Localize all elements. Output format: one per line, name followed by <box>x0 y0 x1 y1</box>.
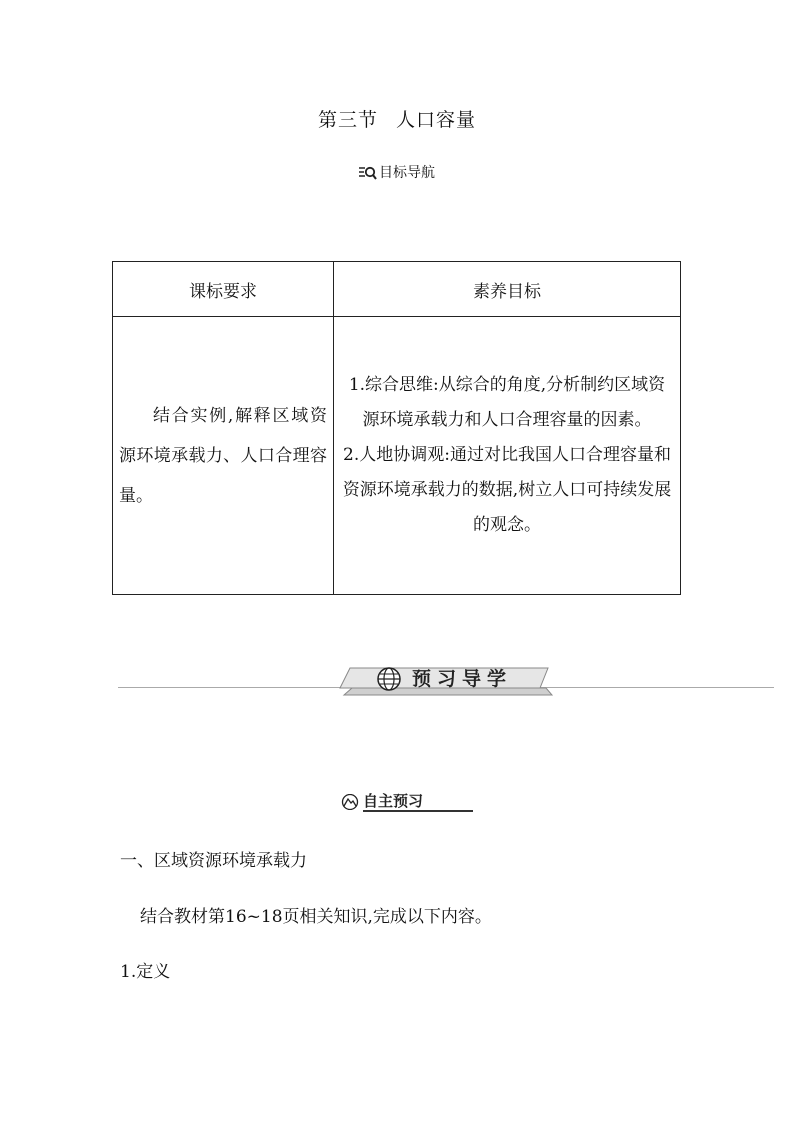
requirement-text: 结合实例,解释区域资源环境承载力、人口合理容量。 <box>119 405 327 506</box>
page-title <box>0 105 794 132</box>
requirement-cell <box>113 317 334 595</box>
heading-underline <box>363 810 473 812</box>
instruction-text: 结合教材第16~18页相关知识,完成以下内容。 <box>140 907 492 927</box>
section-number: 第三节 <box>317 109 378 131</box>
col-header-requirements: 课标要求 <box>113 262 334 317</box>
objective-item: 1.综合思维:从综合的角度,分析制约区域资源环境承载力和人口合理容量的因素。 <box>348 375 666 430</box>
section-topic: 人口容量 <box>396 109 477 131</box>
banner-title: 预习导学 <box>412 668 513 690</box>
objectives-cell <box>334 317 681 595</box>
magnifier-icon <box>359 166 377 180</box>
banner-ribbon <box>0 662 794 698</box>
goal-navigation-heading <box>0 162 794 182</box>
goal-navigation-label: 目标导航 <box>379 165 435 181</box>
col-header-objectives: 素养目标 <box>334 262 681 317</box>
objective-item: 2.人地协调观:通过对比我国人口合理容量和资源环境承载力的数据,树立人口可持续发展的观念。 <box>342 445 672 535</box>
globe-icon <box>378 668 400 690</box>
item-heading: 1.定义 <box>120 962 171 982</box>
mountain-icon <box>341 794 359 810</box>
section-heading: 一、区域资源环境承载力 <box>120 851 307 871</box>
self-study-label: 自主预习 <box>363 792 424 810</box>
goals-table <box>112 261 681 595</box>
self-study-heading <box>341 790 423 811</box>
